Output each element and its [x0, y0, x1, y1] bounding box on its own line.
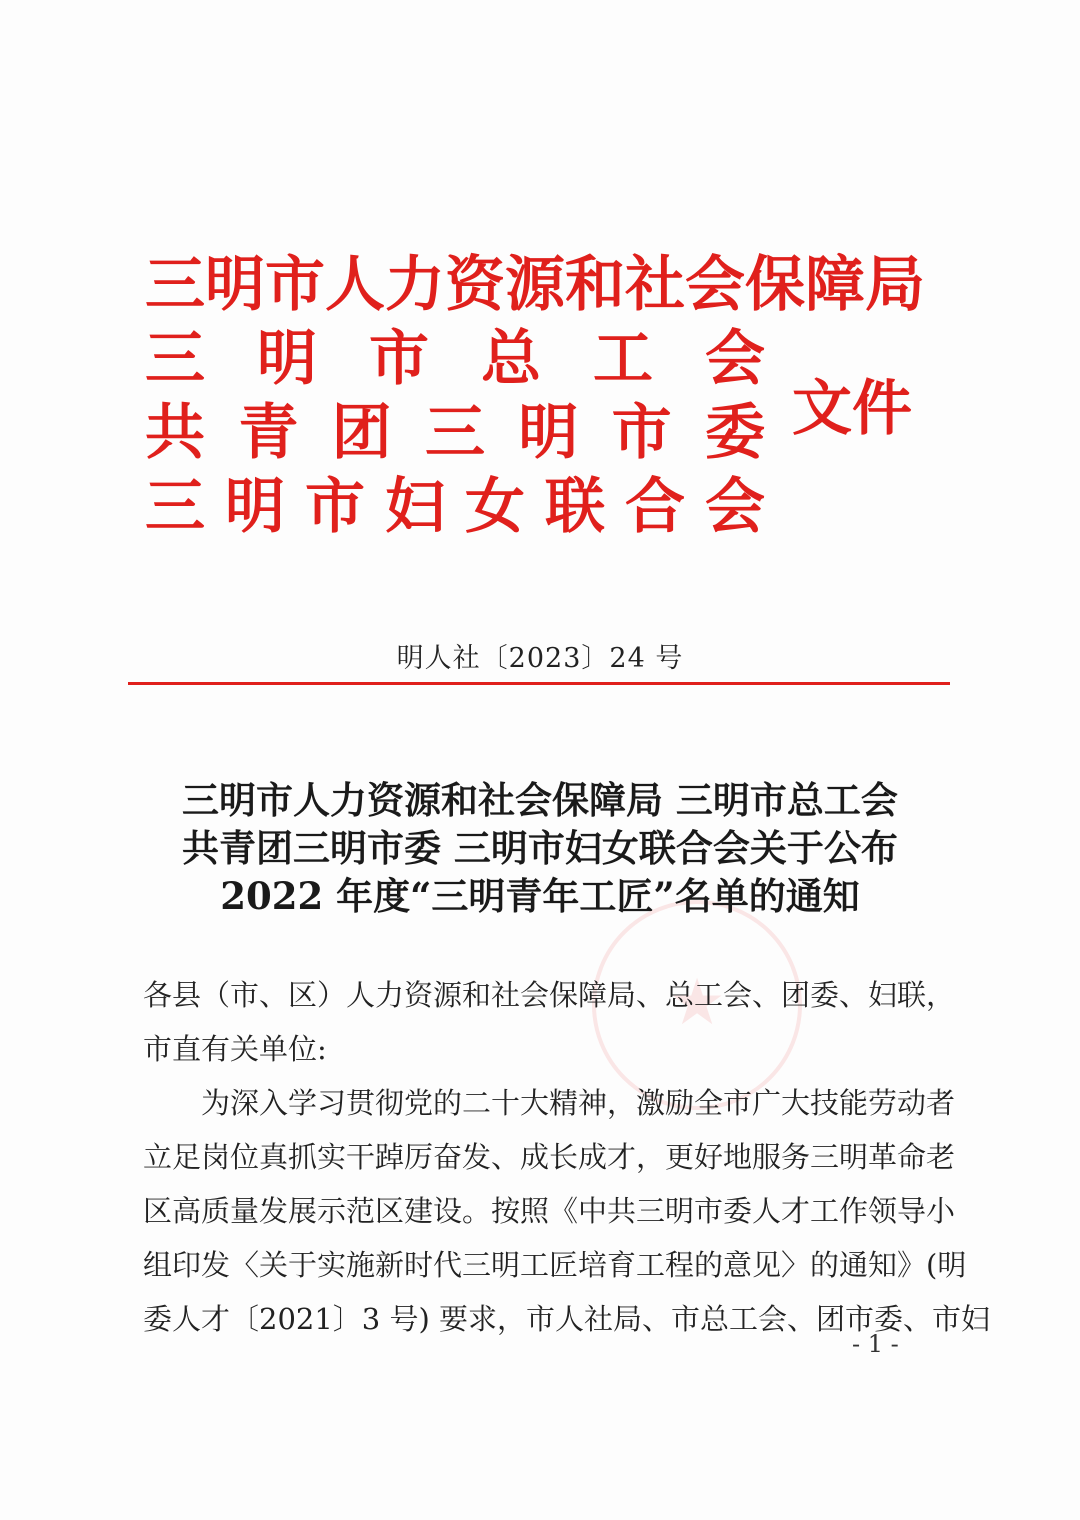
document-number: 明人社〔2023〕24 号: [396, 643, 684, 674]
issuer-char: 工: [593, 324, 653, 394]
body-line: 为深入学习贯彻党的二十大精神，激励全市广大技能劳动者: [201, 1086, 956, 1120]
addressee-line: 各县（市、区）人力资源和社会保障局、总工会、团委、妇联，: [143, 978, 956, 1012]
issuer-char: 联: [545, 472, 605, 542]
page-number: - 1 -: [852, 1330, 899, 1358]
issuer-char: 市: [611, 398, 672, 468]
issuer-char: 三: [145, 472, 205, 542]
issuer-youth-league-committee: [145, 396, 765, 470]
issuer-char: 女: [465, 472, 525, 542]
body-line: 组印发〈关于实施新时代三明工匠培育工程的意见〉的通知》(明: [143, 1248, 967, 1282]
issuer-char: 市: [369, 324, 429, 394]
body-line: 区高质量发展示范区建设。按照《中共三明市委人才工作领导小: [143, 1194, 956, 1228]
issuer-federation-of-trade-unions: [145, 322, 765, 396]
issuer-char: 市: [305, 472, 365, 542]
document-type-label: 文件: [792, 374, 912, 444]
notice-body: [143, 968, 991, 1346]
red-divider-line: [128, 682, 950, 685]
issuer-char: 明: [225, 472, 285, 542]
issuer-char: 妇: [385, 472, 445, 542]
title-line: 共青团三明市委 三明市妇女联合会关于公布: [182, 826, 898, 870]
body-line: 立足岗位真抓实干踔厉奋发、成长成才，更好地服务三明革命老: [143, 1140, 956, 1174]
issuer-char: 团: [331, 398, 392, 468]
issuer-womens-federation: [145, 470, 765, 544]
issuer-hrss-bureau: 三明市人力资源和社会保障局: [145, 250, 925, 320]
issuer-char: 明: [518, 398, 579, 468]
issuer-char: 会: [705, 324, 765, 394]
body-line: 委人才〔2021〕3 号) 要求，市人社局、市总工会、团市委、市妇: [143, 1302, 991, 1336]
issuer-char: 三: [424, 398, 485, 468]
notice-title: [100, 776, 980, 920]
issuer-char: 合: [625, 472, 685, 542]
issuer-char: 共: [145, 398, 205, 468]
issuer-char: 会: [705, 472, 765, 542]
issuer-char: 总: [481, 324, 541, 394]
issuer-char: 明: [257, 324, 317, 394]
addressee-line: 市直有关单位:: [143, 1032, 327, 1066]
issuer-char: 三: [145, 324, 205, 394]
title-line: 三明市人力资源和社会保障局 三明市总工会: [182, 778, 898, 822]
title-line: 2022 年度“三明青年工匠”名单的通知: [220, 874, 860, 918]
issuer-char: 青: [238, 398, 299, 468]
issuer-char: 委: [704, 398, 765, 468]
